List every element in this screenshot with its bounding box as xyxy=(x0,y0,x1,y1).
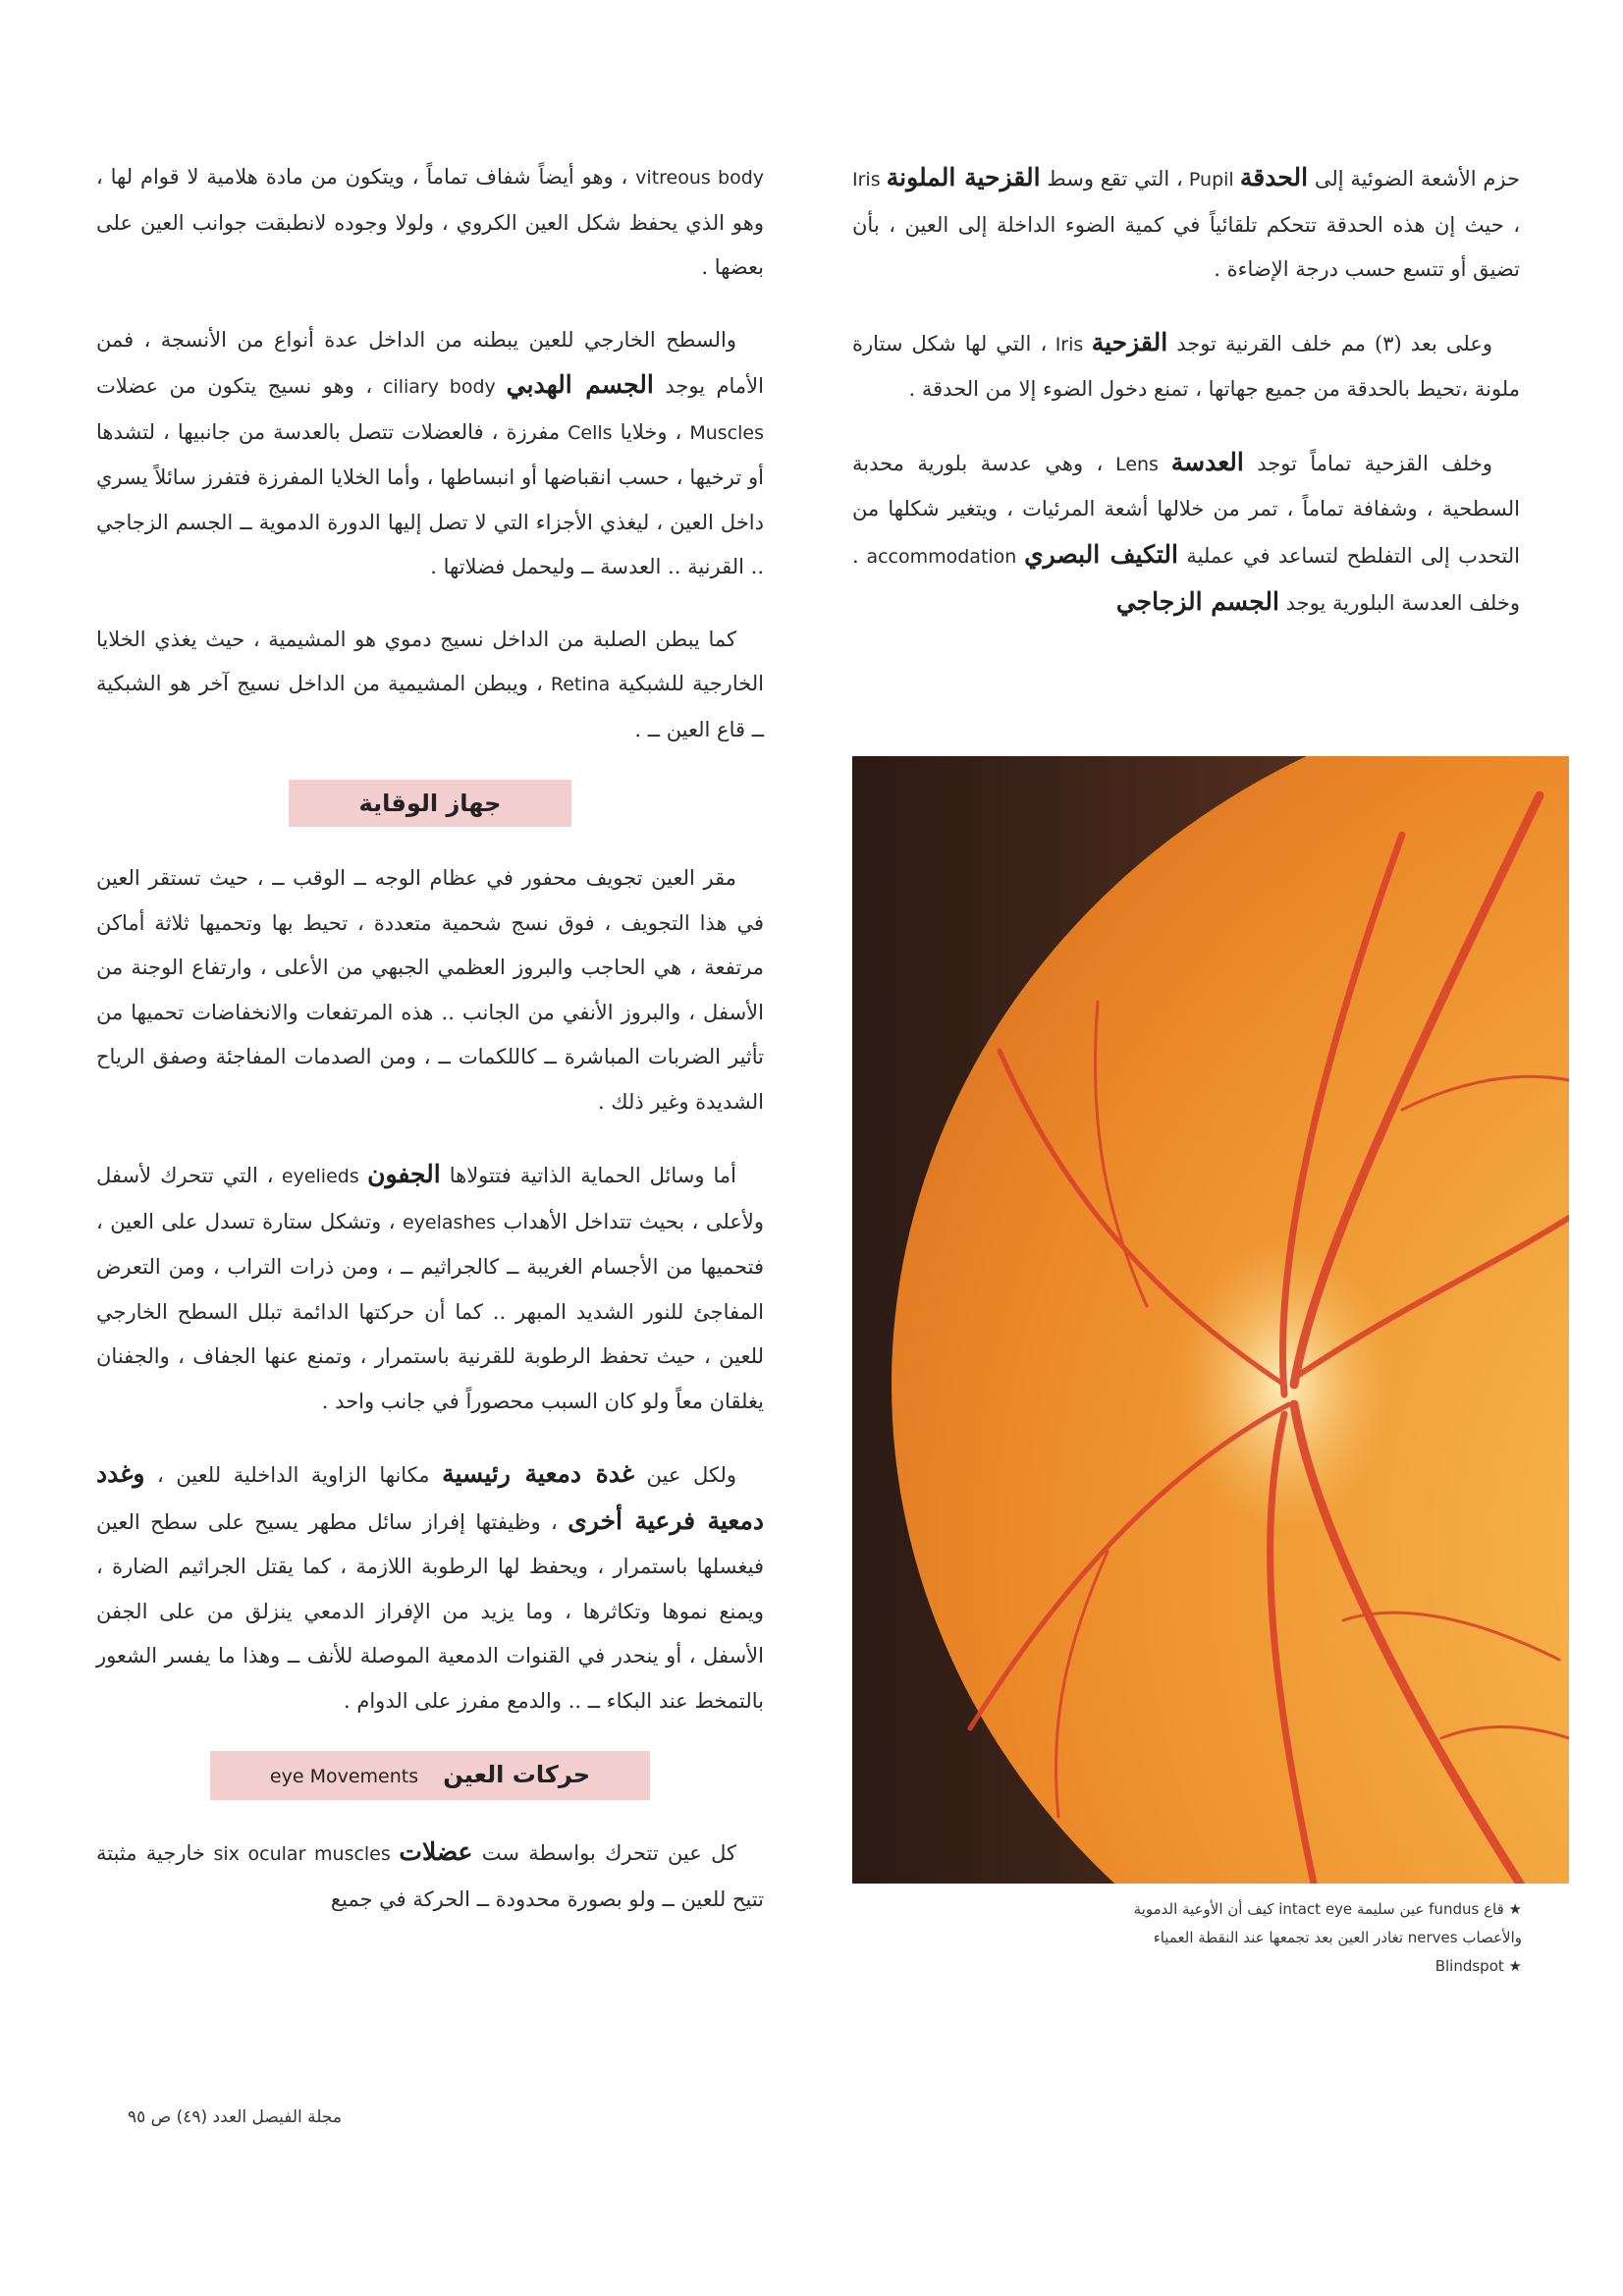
term-accessory-tear-glands: وغدد دمعية فرعية أخرى xyxy=(96,1459,764,1535)
fundus-photograph xyxy=(852,756,1569,1884)
caption-line-1 xyxy=(1021,1895,1522,1924)
paragraph-choroid xyxy=(96,618,764,753)
right-column xyxy=(852,155,1520,654)
term-colored-iris: القزحية الملونة xyxy=(886,163,1041,191)
text-run: خارجية مثبتة تتيح للعين ــ ولو بصورة محدودة ــ الحركة في جميع xyxy=(96,1841,764,1911)
heading-text: حركات العين xyxy=(443,1761,591,1788)
term-cells-en: Cells xyxy=(568,421,613,444)
heading-text-en: eye Movements xyxy=(269,1766,419,1787)
text-run: مفرزة ، فالعضلات تتصل بالعدسة من جانبيها ، لتشدها أو ترخيها ، حسب انقباضها أو انبساطها ، وأما الخلايا المفرزة فتفرز سائلاً يسري داخل العين ، ليغذي الأجزاء التي لا تصل إليها الدورة الدموية ــ الجسم الزجاجي .. القرنية .. العدسة ــ وليحمل فضلاتها . xyxy=(96,419,764,578)
caption-text: Blindspot xyxy=(1434,1957,1504,1975)
text-run: ، التي تتحرك لأسفل ولأعلى ، بحيث تتداخل الأهداب xyxy=(96,1164,764,1233)
text-run: ، التي تقع وسط xyxy=(1040,167,1183,191)
left-column xyxy=(96,155,764,1949)
text-run: أما وسائل الحماية الذاتية فتتولاها xyxy=(440,1164,737,1187)
star-icon: ★ xyxy=(1508,1900,1522,1918)
section-heading-eye-movements xyxy=(210,1751,650,1800)
text-run: وخلف القزحية تماماً توجد xyxy=(1243,451,1492,475)
term-muscles: عضلات xyxy=(399,1837,473,1866)
star-icon: ★ xyxy=(1508,1957,1522,1975)
text-run: ، وهو نسيج يتكون من عضلات xyxy=(96,374,373,398)
text-run: ولكل عين xyxy=(633,1463,737,1487)
term-ocular-muscles-en: six ocular muscles xyxy=(204,1843,400,1865)
term-eyelashes-en: eyelashes xyxy=(402,1211,497,1233)
text-run: والسطح الخارجي للعين يبطنه من الداخل عدة أنواع من الأنسجة ، فمن الأمام يوجد xyxy=(96,327,764,398)
paragraph-eye-socket: مقر العين تجويف محفور في عظام الوجه ــ الوقب ــ ، حيث تستقر العين في هذا التجويف ، فوق نسج شحمية متعددة ، تحيط بها وتحميها ثلاثة أماكن مرتفعة ، هي الحاجب والبروز العظمي الجبهي من الأعلى ، وارتفاع الوجنة من الأسفل ، والبروز الأنفي من الجانب .. هذه المرتفعات والانخفاضات تحميها من تأثير الضربات المباشرة ــ كاللكمات ــ ، ومن الصدمات المفاجئة وصفق الرياح الشديدة وغير ذلك . xyxy=(96,866,764,1114)
text-run: مكانها الزاوية الداخلية للعين ، xyxy=(144,1463,443,1487)
paragraph-ocular-muscles xyxy=(96,1830,764,1922)
term-iris-en: Iris xyxy=(1047,333,1092,355)
term-main-tear-gland: غدة دمعية رئيسية xyxy=(442,1459,634,1488)
text-run: ، حيث إن هذه الحدقة تتحكم تلقائياً في كمية الضوء الداخلة إلى العين ، بأن تضيق أو تتسع حسب درجة الإضاءة . xyxy=(852,212,1520,281)
text-run: حزم الأشعة الضوئية إلى xyxy=(1308,167,1520,191)
term-muscles-en: Muscles xyxy=(689,421,764,444)
term-eyelids: الجفون xyxy=(367,1160,441,1188)
text-run: . وخلف العدسة البلورية يوجد xyxy=(852,543,1520,615)
paragraph-pupil xyxy=(852,155,1520,293)
term-retina-en: Retina xyxy=(550,674,611,695)
text-run: ، وخلايا xyxy=(612,419,690,444)
text-run: ، وهو أيضاً شفاف تماماً ، ويتكون من مادة هلامية لا قوام لها ، وهو الذي يحفظ شكل العين الكروي ، ولولا وجوده لانطبقت جوانب العين على بعضها . xyxy=(96,165,764,279)
term-ciliary-body: الجسم الهدبي xyxy=(506,370,654,399)
term-lens-en: Lens xyxy=(1103,453,1171,475)
page-footer xyxy=(96,2107,342,2127)
term-vitreous-body: الجسم الزجاجي xyxy=(1115,587,1279,616)
text-run: ، التي لها شكل ستارة ملونة ،تحيط بالحدقة من جميع جهاتها ، تمنع دخول الضوء إلا من الحدقة . xyxy=(852,331,1520,401)
term-iris-en: Iris xyxy=(852,169,887,191)
text-run: وعلى بعد (٣) مم خلف القرنية توجد xyxy=(1167,331,1492,355)
text-run: كما يبطن الصلبة من الداخل نسيج دموي هو المشيمية ، حيث يغذي الخلايا الخارجية للشبكية xyxy=(96,627,765,695)
text-run: ، وظيفتها إفراز سائل مطهر يسيح على سطح العين فيغسلها باستمرار ، ويحفظ لها الرطوبة اللازمة ، كما يقتل الجراثيم الضارة ، ويمنع نموها وتكاثرها ، وما يزيد من الإفراز الدمعي ينزلق من على الجفن الأسفل ، أو ينحدر في القنوات الدمعية الموصلة للأنف ــ وهذا ما يفسر الشعور بالتمخط عند البكاء ــ .. والدمع مفرز على الدوام . xyxy=(96,1509,764,1713)
term-ciliary-body-en: ciliary body xyxy=(372,376,507,398)
paragraph-vitreous xyxy=(96,155,764,291)
caption-text: والأعصاب nerves تغادر العين بعد تجمعها عند النقطة العمياء xyxy=(1153,1929,1522,1946)
figure-caption xyxy=(1021,1895,1522,1981)
footer-text: مجلة الفيصل العدد (٤٩) ص ٩٥ xyxy=(127,2107,342,2127)
paragraph-ciliary-body xyxy=(96,318,764,590)
paragraph-iris xyxy=(852,320,1520,412)
text-run: ، وتشكل ستارة تسدل على العين ، فتحميها من الأجسام الغريبة ــ كالجراثيم ــ ، ومن ذرات التراب ، ومن التعرض المفاجئ للنور الشديد المبهر .. كما أن حركتها الدائمة تبلل السطح الخارجي للعين ، حيث تحفظ الرطوبة للقرنية باستمرار ، وتمنع عنها الجفاف ، والجفنان يغلقان معاً ولو كان السبب محصوراً في جانب واحد . xyxy=(96,1209,764,1413)
term-pupil: الحدقة xyxy=(1239,163,1309,191)
text-run: كل عين تتحرك بواسطة ست xyxy=(472,1841,736,1865)
term-vitreous-en: vitreous body xyxy=(635,167,765,189)
text-run: ، وهي عدسة بلورية محدبة السطحية ، وشفافة تماماً ، تمر من خلالها أشعة المرئيات ، ويتغير شكلها من التحدب إلى التفلطح لتساعد في عملية xyxy=(852,451,1520,568)
caption-text: قاع fundus عين سليمة intact eye كيف أن الأوعية الدموية xyxy=(1133,1900,1504,1918)
caption-line-2 xyxy=(1021,1924,1522,1952)
section-heading-protection xyxy=(289,780,571,827)
paragraph-eyelids xyxy=(96,1152,764,1424)
fundus-illustration xyxy=(852,756,1569,1884)
paragraph-tear-glands xyxy=(96,1451,764,1723)
paragraph-lens xyxy=(852,440,1520,627)
term-iris: القزحية xyxy=(1091,327,1168,356)
term-eyelids-en: eyelieds xyxy=(273,1166,368,1187)
term-accommodation: التكيف البصري xyxy=(1024,539,1178,569)
term-pupil-en: Pupil xyxy=(1182,169,1240,191)
text-run: ، ويبطن المشيمية من الداخل نسيج آخر هو الشبكية ــ قاع العين ــ . xyxy=(96,672,764,741)
term-lens: العدسة xyxy=(1170,447,1244,476)
caption-line-3 xyxy=(1021,1952,1522,1981)
term-accommodation-en: accommodation xyxy=(858,545,1025,568)
heading-text: جهاز الوقاية xyxy=(358,790,502,817)
